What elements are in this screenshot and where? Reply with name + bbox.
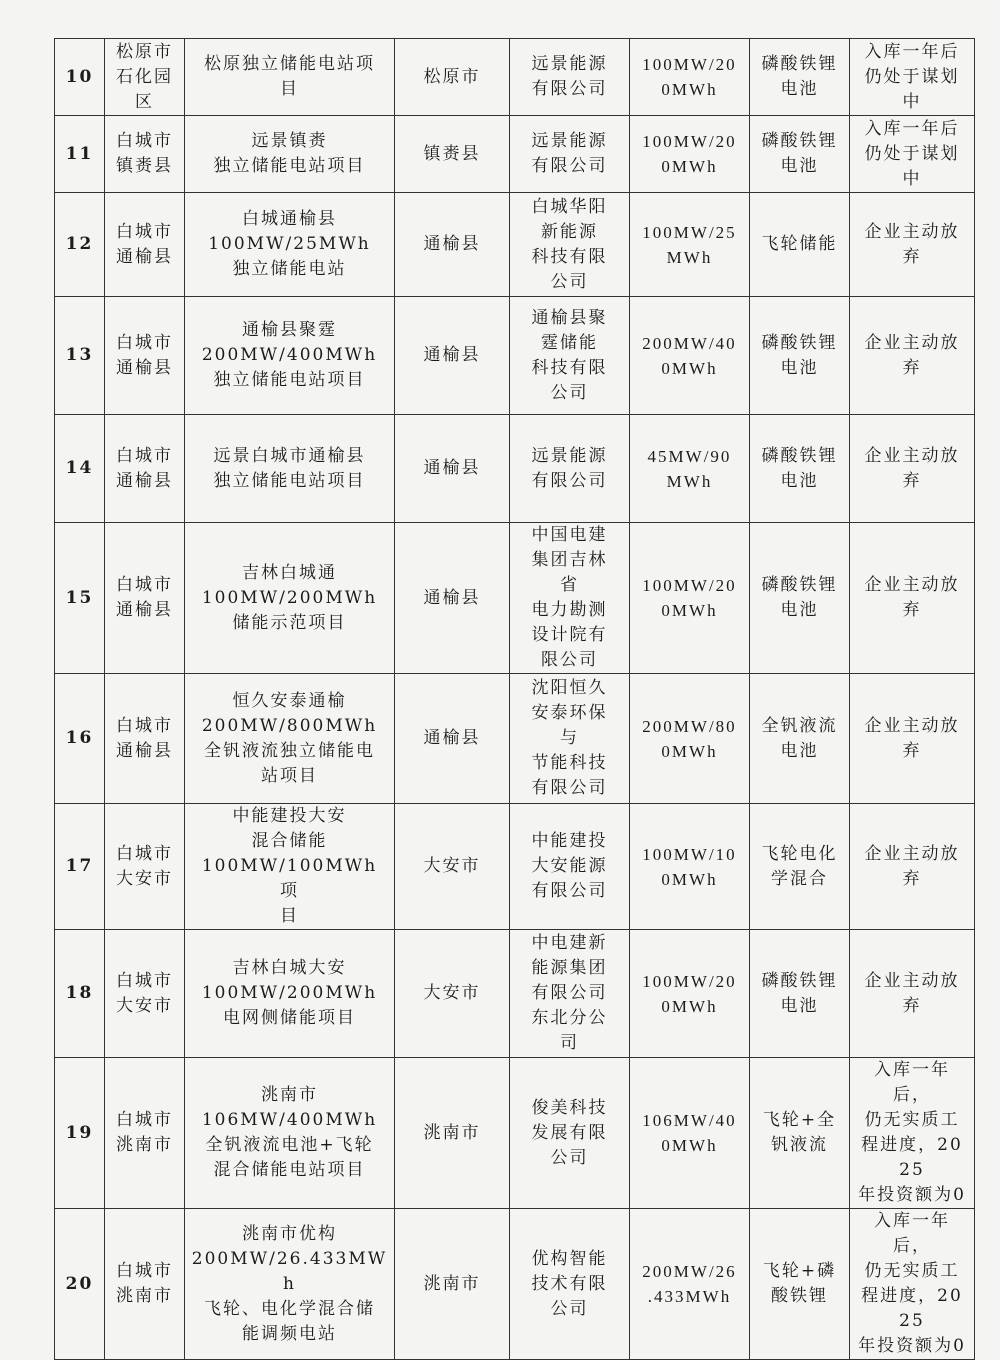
cell-text-line: 公司 <box>550 382 589 403</box>
cell-text-line: 设计院有 <box>531 625 608 645</box>
cell-text-line: 100MW/10 <box>642 844 737 864</box>
cell-number: 14 <box>55 415 105 523</box>
cell-text-line: 科技有限 <box>531 246 608 267</box>
cell-text-line: 司 <box>560 1033 579 1053</box>
cell-capacity <box>630 674 750 804</box>
cell-county: 洮南市 <box>395 1209 510 1360</box>
cell-text-line: 弃 <box>902 246 922 267</box>
cell-text-line: 洮南市优构 <box>242 1223 337 1244</box>
cell-text-line: 洮南市 <box>261 1085 318 1105</box>
cell-county: 镇赉县 <box>395 116 510 193</box>
cell-text-line: 全钒液流电池+飞轮 <box>205 1135 374 1155</box>
cell-text-line: 0MWh <box>661 741 718 761</box>
cell-text-line: 企业主动放 <box>864 445 960 466</box>
cell-text-line: 106MW/40 <box>642 1111 737 1130</box>
cell-text-line: 0MWh <box>661 869 718 889</box>
cell-text-line: 电力勘测 <box>531 600 608 620</box>
cell-region <box>105 930 185 1058</box>
cell-county: 松原市 <box>395 39 510 116</box>
cell-text-line: 霆储能 <box>541 332 598 353</box>
cell-text-line: 东北分公 <box>531 1008 608 1028</box>
cell-text-line: 0MWh <box>661 157 718 176</box>
cell-text-line: 石化园 <box>116 66 173 87</box>
cell-text-line: 远景能源 <box>531 445 608 466</box>
cell-text-line: 公司 <box>550 271 589 292</box>
cell-text-line: 储能示范项目 <box>232 612 347 633</box>
cell-technology <box>750 930 850 1058</box>
cell-number: 17 <box>55 804 105 930</box>
cell-status <box>850 523 975 674</box>
cell-text-line: 有限公司 <box>531 470 608 491</box>
cell-number: 11 <box>55 116 105 193</box>
cell-text-line: 100MW/20 <box>642 971 737 991</box>
cell-county: 通榆县 <box>395 297 510 415</box>
cell-text-line: 年投资额为0 <box>858 1185 966 1205</box>
cell-text-line: 白城市 <box>116 221 173 242</box>
cell-text-line: 白城通榆县 <box>241 209 337 229</box>
cell-text-line: 企业主动放 <box>864 715 960 736</box>
cell-text-line: 企业主动放 <box>864 575 960 595</box>
cell-text-line: 磷酸铁锂 <box>761 970 838 991</box>
cell-capacity <box>630 804 750 930</box>
table-row <box>55 804 975 930</box>
table-row <box>55 415 975 523</box>
cell-text-line: 仍无实质工 <box>864 1110 960 1130</box>
cell-county: 大安市 <box>395 930 510 1058</box>
table-row <box>55 1209 975 1360</box>
cell-text-line: 白城华阳 <box>531 196 608 217</box>
cell-text-line: 入库一年后， <box>874 1211 950 1256</box>
table-row <box>55 297 975 415</box>
cell-text-line: 混合储能 <box>251 831 328 851</box>
cell-text-line: 入库一年后 <box>864 118 960 139</box>
cell-text-line: 洮南市 <box>116 1286 173 1306</box>
cell-text-line: 100MW/100MWh 项 <box>201 856 378 901</box>
cell-text-line: 远景镇赉 <box>251 131 328 151</box>
table-row <box>55 930 975 1058</box>
table-row <box>55 1058 975 1209</box>
cell-text-line: 白城市 <box>116 445 173 466</box>
cell-text-line: 通榆县 <box>116 600 173 620</box>
cell-region <box>105 39 185 116</box>
cell-number: 19 <box>55 1058 105 1209</box>
cell-text-line: 有限公司 <box>531 881 608 901</box>
cell-text-line: 沈阳恒久 <box>531 678 608 698</box>
cell-capacity <box>630 39 750 116</box>
cell-company <box>510 930 630 1058</box>
cell-project-name <box>185 523 395 674</box>
cell-region <box>105 116 185 193</box>
cell-region <box>105 1058 185 1209</box>
cell-status <box>850 116 975 193</box>
cell-text-line: 0MWh <box>661 358 718 378</box>
cell-text-line: 独立储能电站 <box>232 259 347 279</box>
cell-company <box>510 674 630 804</box>
cell-status <box>850 193 975 297</box>
cell-text-line: 节能科技 <box>531 753 608 773</box>
cell-text-line: 磷酸铁锂 <box>761 131 838 151</box>
cell-project-name <box>185 116 395 193</box>
cell-technology <box>750 1058 850 1209</box>
cell-text-line: 混合储能电站项目 <box>213 1160 366 1180</box>
cell-text-line: 100MW/25MWh <box>208 234 371 254</box>
cell-text-line: 白城市 <box>116 1110 173 1130</box>
cell-capacity <box>630 1058 750 1209</box>
cell-number: 12 <box>55 193 105 297</box>
cell-text-line: 吉林白城大安 <box>232 958 347 978</box>
cell-text-line: 100MW/20 <box>642 132 737 151</box>
cell-status <box>850 674 975 804</box>
cell-text-line: 目 <box>280 79 299 99</box>
cell-text-line: 松原独立储能电站项 <box>204 54 375 74</box>
cell-text-line: 独立储能电站项目 <box>213 370 366 390</box>
cell-county: 洮南市 <box>395 1058 510 1209</box>
cell-text-line: 弃 <box>902 600 922 620</box>
cell-number: 15 <box>55 523 105 674</box>
cell-text-line: 限公司 <box>541 650 598 670</box>
cell-text-line: 100MW/20 <box>642 55 737 74</box>
cell-text-line: 电池 <box>780 470 819 491</box>
cell-text-line: 集团吉林 <box>531 550 608 570</box>
cell-text-line: 飞轮+磷 <box>762 1261 837 1281</box>
cell-text-line: 远景能源 <box>531 54 608 74</box>
cell-capacity <box>630 930 750 1058</box>
cell-text-line: 电池 <box>780 995 819 1016</box>
cell-number: 10 <box>55 39 105 116</box>
cell-technology <box>750 116 850 193</box>
cell-text-line: 通榆县 <box>116 357 173 378</box>
cell-capacity <box>630 297 750 415</box>
cell-region <box>105 297 185 415</box>
cell-text-line: 200MW/40 <box>642 333 737 353</box>
cell-text-line: 大安市 <box>116 995 173 1016</box>
cell-text-line: 200MW/26.433MWh <box>191 1248 388 1294</box>
cell-text-line: 106MW/400MWh <box>201 1110 378 1130</box>
cell-text-line: 白城市 <box>116 332 173 353</box>
cell-text-line: 安泰环保 <box>531 703 608 723</box>
cell-text-line: 恒久安泰通榆 <box>232 690 347 711</box>
cell-text-line: 仍无实质工 <box>864 1261 960 1281</box>
cell-technology <box>750 674 850 804</box>
cell-text-line: 中 <box>902 168 922 189</box>
cell-text-line: 独立储能电站项目 <box>213 156 366 176</box>
cell-text-line: 优构智能 <box>531 1248 608 1269</box>
table-row <box>55 116 975 193</box>
cell-text-line: 电网侧储能项目 <box>223 1008 356 1028</box>
cell-number: 18 <box>55 930 105 1058</box>
cell-text-line: 独立储能电站项目 <box>213 470 366 491</box>
cell-text-line: 全钒液流独立储能电 <box>204 740 375 761</box>
cell-text-line: 45MW/90 <box>647 446 732 466</box>
cell-text-line: 入库一年后， <box>874 1060 950 1105</box>
cell-project-name <box>185 804 395 930</box>
cell-project-name <box>185 930 395 1058</box>
cell-text-line: 白城市 <box>116 843 173 864</box>
cell-text-line: 0MWh <box>661 1136 718 1155</box>
cell-company <box>510 804 630 930</box>
cell-text-line: MWh <box>666 247 713 267</box>
cell-text-line: 远景能源 <box>531 131 608 151</box>
cell-text-line: 中 <box>902 91 922 112</box>
cell-company <box>510 523 630 674</box>
cell-text-line: 0MWh <box>661 80 718 99</box>
cell-text-line: 有限公司 <box>531 156 608 176</box>
cell-company <box>510 116 630 193</box>
cell-text-line: 弃 <box>902 995 922 1016</box>
cell-status <box>850 39 975 116</box>
cell-status <box>850 804 975 930</box>
cell-text-line: 飞轮+全 <box>762 1110 837 1130</box>
cell-project-name <box>185 1058 395 1209</box>
cell-region <box>105 804 185 930</box>
cell-number: 13 <box>55 297 105 415</box>
cell-text-line: 白城市 <box>116 1261 173 1281</box>
cell-project-name <box>185 193 395 297</box>
cell-text-line: 0MWh <box>661 996 718 1016</box>
cell-text-line: 100MW/200MWh <box>201 983 378 1003</box>
cell-project-name <box>185 415 395 523</box>
cell-text-line: 酸铁锂 <box>771 1286 828 1306</box>
cell-text-line: 200MW/400MWh <box>201 345 378 365</box>
cell-text-line: 中电建新 <box>531 933 608 953</box>
cell-technology <box>750 39 850 116</box>
cell-company <box>510 1058 630 1209</box>
cell-text-line: 飞轮电化 <box>761 843 838 864</box>
cell-text-line: 有限公司 <box>531 79 608 99</box>
cell-text-line: 程进度，2025 <box>861 1286 963 1331</box>
cell-region <box>105 193 185 297</box>
cell-text-line: 通榆县 <box>116 740 173 761</box>
cell-text-line: 磷酸铁锂 <box>761 332 838 353</box>
cell-text-line: 入库一年后 <box>864 41 960 62</box>
cell-text-line: 弃 <box>902 470 922 491</box>
cell-text-line: 100MW/25 <box>642 222 737 242</box>
cell-text-line: 大安能源 <box>531 856 608 876</box>
cell-text-line: 企业主动放 <box>864 843 960 864</box>
cell-text-line: 白城市 <box>116 131 173 151</box>
cell-text-line: 100MW/200MWh <box>201 587 378 608</box>
cell-text-line: 新能源 <box>541 221 598 242</box>
cell-text-line: 企业主动放 <box>864 332 960 353</box>
cell-text-line: 洮南市 <box>116 1135 173 1155</box>
cell-text-line: 磷酸铁锂 <box>761 54 838 74</box>
cell-text-line: 吉林白城通 <box>242 562 337 583</box>
cell-text-line: 学混合 <box>771 868 828 889</box>
cell-county: 通榆县 <box>395 415 510 523</box>
cell-region <box>105 415 185 523</box>
cell-text-line: 电池 <box>780 79 819 99</box>
cell-technology <box>750 415 850 523</box>
cell-text-line: 通榆县聚霆 <box>242 320 337 340</box>
cell-capacity <box>630 193 750 297</box>
cell-text-line: 弃 <box>902 740 922 761</box>
cell-text-line: 松原市 <box>116 41 173 62</box>
cell-text-line: 科技有限 <box>531 357 608 378</box>
cell-capacity <box>630 116 750 193</box>
cell-technology <box>750 193 850 297</box>
cell-technology <box>750 804 850 930</box>
cell-text-line: 200MW/800MWh <box>201 715 378 736</box>
cell-region <box>105 523 185 674</box>
cell-text-line: 企业主动放 <box>864 221 960 242</box>
cell-text-line: 200MW/26 <box>642 1262 737 1281</box>
cell-text-line: 中国电建 <box>531 525 608 545</box>
cell-project-name <box>185 1209 395 1360</box>
cell-text-line: 公司 <box>550 1298 589 1319</box>
cell-technology <box>750 297 850 415</box>
cell-text-line: 发展有限 <box>531 1122 608 1143</box>
cell-project-name <box>185 674 395 804</box>
cell-county: 通榆县 <box>395 674 510 804</box>
cell-text-line: 目 <box>280 906 299 926</box>
cell-text-line: 年投资额为0 <box>858 1336 966 1356</box>
cell-company <box>510 297 630 415</box>
cell-text-line: 企业主动放 <box>864 970 960 991</box>
cell-county: 通榆县 <box>395 193 510 297</box>
cell-status <box>850 297 975 415</box>
cell-text-line: 公司 <box>550 1147 589 1168</box>
cell-text-line: 100MW/20 <box>642 576 737 595</box>
cell-text-line: 全钒液流 <box>761 715 838 736</box>
cell-status <box>850 1058 975 1209</box>
cell-text-line: 通榆县 <box>116 246 173 267</box>
cell-text-line: 通榆县聚 <box>531 307 608 328</box>
cell-text-line: 站项目 <box>261 765 318 786</box>
cell-text-line: 俊美科技 <box>531 1097 608 1118</box>
cell-text-line: 有限公司 <box>531 983 608 1003</box>
cell-text-line: 弃 <box>902 868 922 889</box>
cell-text-line: 中能建投 <box>531 831 608 851</box>
cell-company <box>510 1209 630 1360</box>
cell-text-line: 仍处于谋划 <box>864 143 960 164</box>
cell-capacity <box>630 415 750 523</box>
cell-county: 大安市 <box>395 804 510 930</box>
cell-county: 通榆县 <box>395 523 510 674</box>
cell-text-line: 0MWh <box>661 601 718 620</box>
cell-text-line: 白城市 <box>116 970 173 991</box>
cell-text-line: 大安市 <box>116 868 173 889</box>
cell-status <box>850 415 975 523</box>
cell-status <box>850 930 975 1058</box>
cell-text-line: 仍处于谋划 <box>864 66 960 87</box>
cell-text-line: 电池 <box>780 740 819 761</box>
cell-company <box>510 193 630 297</box>
cell-text-line: 中能建投大安 <box>232 806 347 826</box>
cell-number: 20 <box>55 1209 105 1360</box>
cell-region <box>105 1209 185 1360</box>
cell-text-line: 电池 <box>780 357 819 378</box>
cell-project-name <box>185 39 395 116</box>
storage-project-table <box>54 38 975 1360</box>
cell-text-line: MWh <box>666 471 713 491</box>
cell-text-line: 钒液流 <box>771 1135 828 1155</box>
cell-project-name <box>185 297 395 415</box>
cell-text-line: 白城市 <box>116 575 173 595</box>
cell-region <box>105 674 185 804</box>
table-row <box>55 39 975 116</box>
cell-text-line: 能调频电站 <box>242 1323 337 1344</box>
cell-text-line: 弃 <box>902 357 922 378</box>
cell-capacity <box>630 1209 750 1360</box>
cell-text-line: 通榆县 <box>116 470 173 491</box>
cell-text-line: 电池 <box>780 600 819 620</box>
cell-text-line: 程进度，2025 <box>861 1135 963 1180</box>
cell-technology <box>750 1209 850 1360</box>
cell-capacity <box>630 523 750 674</box>
cell-text-line: 省 <box>560 575 579 595</box>
cell-text-line: 镇赉县 <box>116 156 173 176</box>
cell-number: 16 <box>55 674 105 804</box>
cell-company <box>510 415 630 523</box>
cell-text-line: 磷酸铁锂 <box>761 445 838 466</box>
cell-text-line: 电池 <box>780 156 819 176</box>
cell-text-line: 白城市 <box>116 715 173 736</box>
cell-text-line: .433MWh <box>647 1287 732 1306</box>
cell-text-line: 远景白城市通榆县 <box>213 445 366 466</box>
cell-text-line: 能源集团 <box>531 958 608 978</box>
table-row <box>55 193 975 297</box>
cell-text-line: 区 <box>135 91 154 112</box>
cell-text-line: 飞轮储能 <box>761 234 838 254</box>
table-row <box>55 523 975 674</box>
cell-company <box>510 39 630 116</box>
cell-text-line: 与 <box>560 728 579 748</box>
cell-technology <box>750 523 850 674</box>
cell-text-line: 有限公司 <box>531 778 608 798</box>
cell-text-line: 飞轮、电化学混合储 <box>204 1298 375 1319</box>
cell-text-line: 磷酸铁锂 <box>761 575 838 595</box>
cell-status <box>850 1209 975 1360</box>
cell-text-line: 技术有限 <box>531 1273 608 1294</box>
table-row <box>55 674 975 804</box>
cell-text-line: 200MW/80 <box>642 716 737 736</box>
